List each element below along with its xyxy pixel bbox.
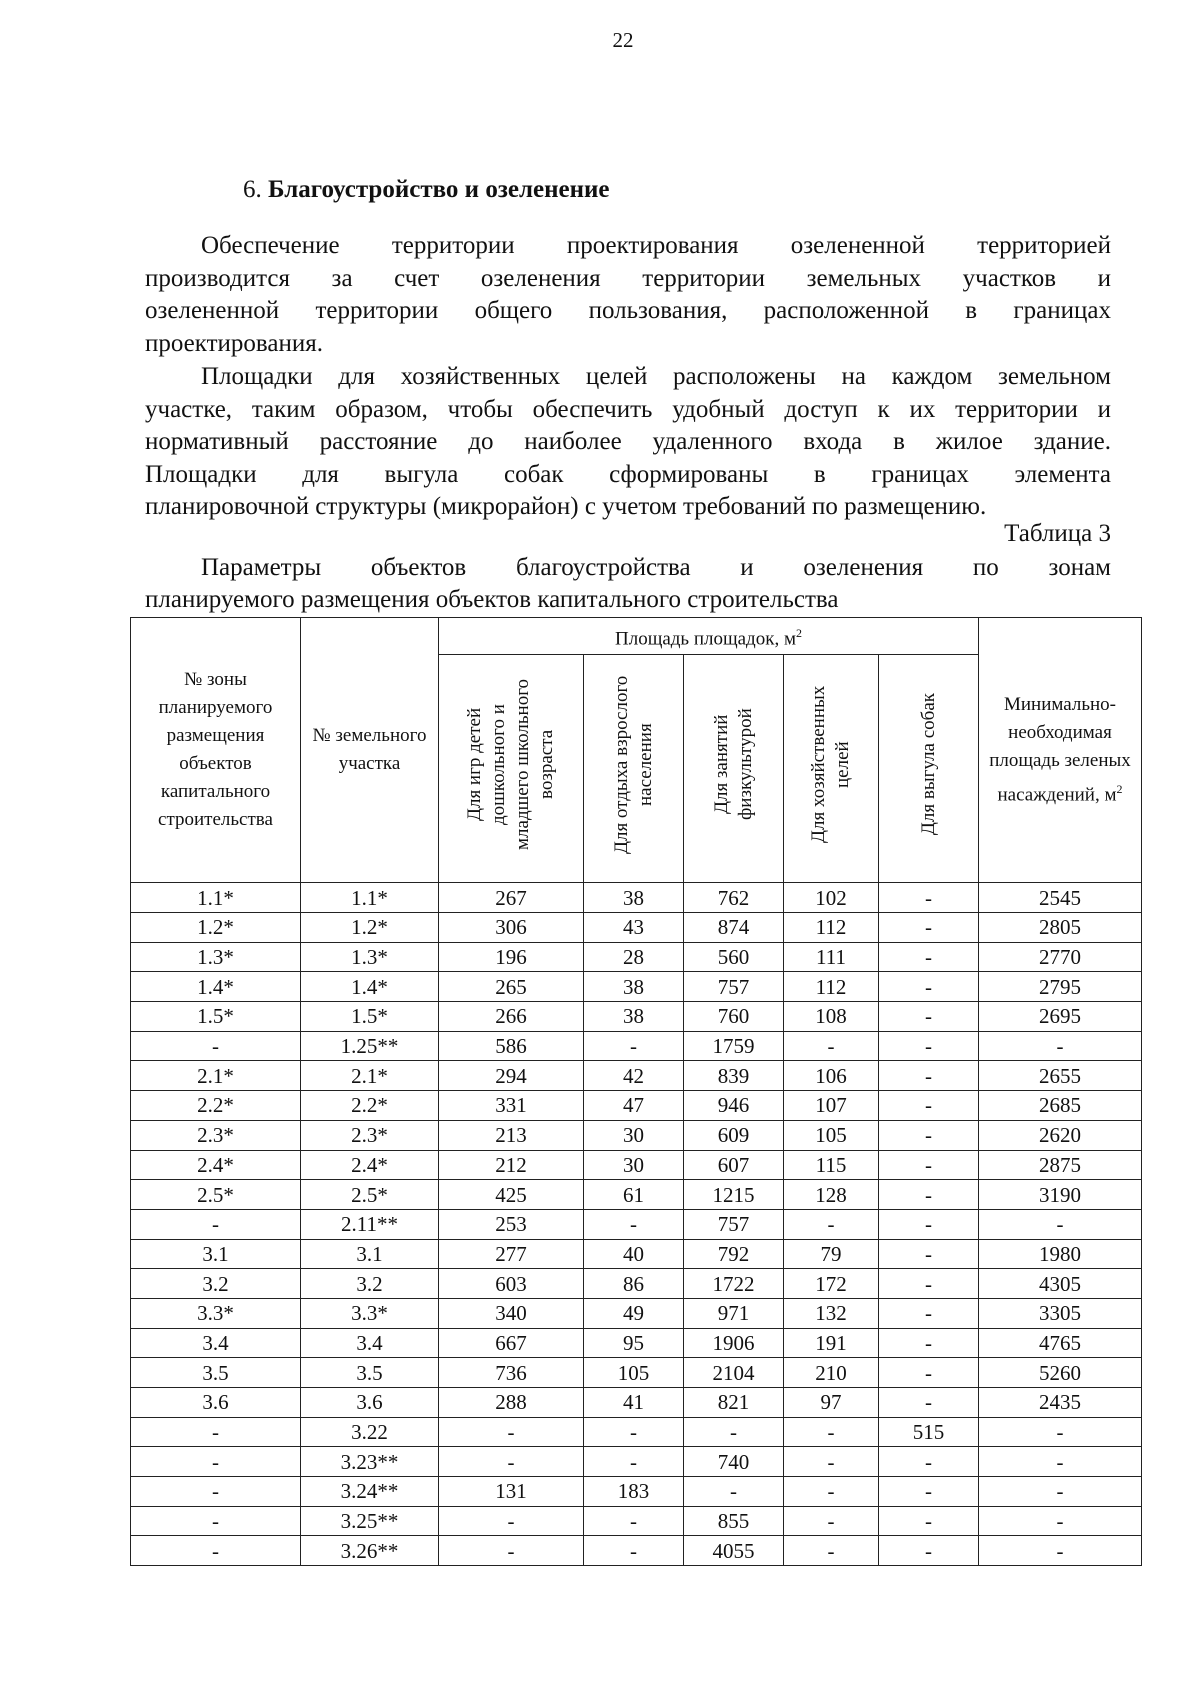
- cell-green: 2805: [979, 913, 1142, 943]
- cell-plot: 3.23**: [301, 1447, 439, 1477]
- cell-zone: 3.2: [131, 1269, 301, 1299]
- table-row: [131, 1031, 1142, 1061]
- cell-green: 2795: [979, 972, 1142, 1002]
- cell-sport: 946: [684, 1091, 784, 1121]
- cell-adults: -: [584, 1447, 684, 1477]
- cell-green: -: [979, 1477, 1142, 1507]
- cell-adults: 61: [584, 1180, 684, 1210]
- cell-adults: 95: [584, 1328, 684, 1358]
- section-title: Благоустройство и озеленение: [268, 176, 610, 203]
- caption-line: Параметры объектов благоустройства и озеленения по зонам: [201, 554, 1111, 581]
- table-row: [131, 1061, 1142, 1091]
- cell-sport: 792: [684, 1239, 784, 1269]
- cell-plot: 3.24**: [301, 1477, 439, 1507]
- cell-kids: 603: [439, 1269, 584, 1299]
- section-heading: [243, 176, 610, 204]
- cell-plot: 2.3*: [301, 1120, 439, 1150]
- cell-sport: 1215: [684, 1180, 784, 1210]
- cell-sport: -: [684, 1417, 784, 1447]
- cell-adults: 41: [584, 1388, 684, 1418]
- cell-adults: -: [584, 1031, 684, 1061]
- cell-zone: 2.3*: [131, 1120, 301, 1150]
- cell-green: 5260: [979, 1358, 1142, 1388]
- cell-sport: 874: [684, 913, 784, 943]
- cell-sport: 971: [684, 1298, 784, 1328]
- cell-household: 172: [784, 1269, 879, 1299]
- table-body: [131, 883, 1142, 1566]
- cell-plot: 1.1*: [301, 883, 439, 913]
- cell-green: 4765: [979, 1328, 1142, 1358]
- cell-plot: 3.6: [301, 1388, 439, 1418]
- cell-dogs: -: [879, 1209, 979, 1239]
- cell-household: -: [784, 1477, 879, 1507]
- cell-kids: 131: [439, 1477, 584, 1507]
- cell-plot: 2.1*: [301, 1061, 439, 1091]
- cell-adults: 38: [584, 1002, 684, 1032]
- cell-dogs: -: [879, 1328, 979, 1358]
- cell-kids: 266: [439, 1002, 584, 1032]
- cell-adults: 183: [584, 1477, 684, 1507]
- cell-zone: 1.3*: [131, 942, 301, 972]
- cell-plot: 3.22: [301, 1417, 439, 1447]
- cell-green: 2695: [979, 1002, 1142, 1032]
- cell-adults: -: [584, 1536, 684, 1566]
- cell-green: 2685: [979, 1091, 1142, 1121]
- cell-household: 191: [784, 1328, 879, 1358]
- cell-zone: -: [131, 1506, 301, 1536]
- cell-adults: 86: [584, 1269, 684, 1299]
- cell-household: 115: [784, 1150, 879, 1180]
- cell-zone: 2.4*: [131, 1150, 301, 1180]
- cell-household: 79: [784, 1239, 879, 1269]
- cell-green: 3305: [979, 1298, 1142, 1328]
- cell-dogs: -: [879, 883, 979, 913]
- section-number: 6.: [243, 176, 262, 203]
- paragraph-line: участке, таким образом, чтобы обеспечить удобный доступ к их территории и: [145, 395, 1111, 423]
- cell-sport: 1722: [684, 1269, 784, 1299]
- cell-dogs: -: [879, 1536, 979, 1566]
- table-label: Таблица 3: [1004, 520, 1111, 547]
- cell-sport: 757: [684, 972, 784, 1002]
- paragraph-line: производится за счет озеленения территории земельных участков и: [145, 264, 1111, 292]
- cell-adults: 105: [584, 1358, 684, 1388]
- cell-zone: -: [131, 1031, 301, 1061]
- paragraph-line: Площадки для выгула собак сформированы в границах элемента: [145, 460, 1111, 488]
- cell-kids: 586: [439, 1031, 584, 1061]
- cell-dogs: -: [879, 942, 979, 972]
- cell-zone: 3.1: [131, 1239, 301, 1269]
- cell-plot: 1.3*: [301, 942, 439, 972]
- paragraph-line: планировочной структуры (микрорайон) с учетом требований по размещению.: [145, 493, 987, 520]
- caption-line: планируемого размещения объектов капитального строительства: [145, 586, 839, 613]
- cell-zone: -: [131, 1209, 301, 1239]
- header-dogs: Для выгула собак: [879, 655, 979, 883]
- header-green-area: Минимально-необходимая площадь зеленых насаждений, $м^2$: [979, 618, 1142, 883]
- header-adults-rest: Для отдыха взрослого населения: [584, 655, 684, 883]
- cell-kids: 196: [439, 942, 584, 972]
- cell-green: -: [979, 1447, 1142, 1477]
- table-row: [131, 913, 1142, 943]
- cell-household: -: [784, 1031, 879, 1061]
- cell-zone: -: [131, 1417, 301, 1447]
- cell-dogs: -: [879, 1298, 979, 1328]
- cell-adults: -: [584, 1506, 684, 1536]
- cell-kids: 667: [439, 1328, 584, 1358]
- cell-sport: 1906: [684, 1328, 784, 1358]
- cell-kids: 267: [439, 883, 584, 913]
- cell-kids: 425: [439, 1180, 584, 1210]
- cell-kids: 213: [439, 1120, 584, 1150]
- cell-plot: 3.5: [301, 1358, 439, 1388]
- cell-adults: 49: [584, 1298, 684, 1328]
- cell-green: 4305: [979, 1269, 1142, 1299]
- cell-adults: 47: [584, 1091, 684, 1121]
- paragraph-line: нормативный расстояние до наиболее удаленного входа в жилое здание.: [145, 428, 1111, 455]
- cell-kids: 294: [439, 1061, 584, 1091]
- paragraph-playgrounds: [145, 361, 1111, 524]
- cell-green: 1980: [979, 1239, 1142, 1269]
- cell-kids: 736: [439, 1358, 584, 1388]
- table-row: [131, 1150, 1142, 1180]
- cell-adults: 30: [584, 1150, 684, 1180]
- cell-zone: 1.1*: [131, 883, 301, 913]
- cell-household: 108: [784, 1002, 879, 1032]
- cell-adults: 30: [584, 1120, 684, 1150]
- cell-green: 2655: [979, 1061, 1142, 1091]
- cell-dogs: -: [879, 1061, 979, 1091]
- cell-dogs: -: [879, 1002, 979, 1032]
- cell-sport: 821: [684, 1388, 784, 1418]
- header-area-group: Площадь площадок, $м^2$: [439, 618, 979, 655]
- cell-green: 2620: [979, 1120, 1142, 1150]
- cell-household: 107: [784, 1091, 879, 1121]
- cell-plot: 2.5*: [301, 1180, 439, 1210]
- cell-dogs: -: [879, 913, 979, 943]
- table-row: [131, 883, 1142, 913]
- cell-plot: 3.3*: [301, 1298, 439, 1328]
- cell-household: 112: [784, 972, 879, 1002]
- cell-household: -: [784, 1506, 879, 1536]
- cell-household: -: [784, 1536, 879, 1566]
- cell-dogs: -: [879, 1031, 979, 1061]
- cell-sport: 609: [684, 1120, 784, 1150]
- cell-green: 2875: [979, 1150, 1142, 1180]
- header-plot: № земельного участка: [301, 618, 439, 883]
- cell-plot: 3.2: [301, 1269, 439, 1299]
- cell-household: 210: [784, 1358, 879, 1388]
- cell-zone: 2.2*: [131, 1091, 301, 1121]
- cell-kids: 331: [439, 1091, 584, 1121]
- cell-dogs: -: [879, 1506, 979, 1536]
- cell-adults: 42: [584, 1061, 684, 1091]
- cell-household: 132: [784, 1298, 879, 1328]
- cell-kids: 253: [439, 1209, 584, 1239]
- header-kids-playground: Для игр детей дошкольного и младшего школьного возраста: [439, 655, 584, 883]
- cell-green: -: [979, 1031, 1142, 1061]
- cell-kids: 288: [439, 1388, 584, 1418]
- cell-kids: 340: [439, 1298, 584, 1328]
- table-row: [131, 1298, 1142, 1328]
- table-row: [131, 1447, 1142, 1477]
- cell-plot: 1.5*: [301, 1002, 439, 1032]
- cell-green: 3190: [979, 1180, 1142, 1210]
- cell-sport: 762: [684, 883, 784, 913]
- cell-sport: 757: [684, 1209, 784, 1239]
- table-row: [131, 1328, 1142, 1358]
- cell-sport: 839: [684, 1061, 784, 1091]
- paragraph-line: озелененной территории общего пользования, расположенной в границах: [145, 297, 1111, 324]
- cell-plot: 1.2*: [301, 913, 439, 943]
- cell-plot: 3.1: [301, 1239, 439, 1269]
- table-row: [131, 1091, 1142, 1121]
- cell-sport: -: [684, 1477, 784, 1507]
- cell-household: 106: [784, 1061, 879, 1091]
- header-sport: Для занятий физкультурой: [684, 655, 784, 883]
- paragraph-line: Обеспечение территории проектирования озелененной территорией: [201, 232, 1111, 259]
- cell-sport: 1759: [684, 1031, 784, 1061]
- cell-dogs: -: [879, 972, 979, 1002]
- cell-dogs: -: [879, 1150, 979, 1180]
- cell-household: -: [784, 1447, 879, 1477]
- paragraph-line: Площадки для хозяйственных целей расположены на каждом земельном: [201, 363, 1111, 390]
- cell-adults: 28: [584, 942, 684, 972]
- cell-dogs: 515: [879, 1417, 979, 1447]
- cell-household: -: [784, 1417, 879, 1447]
- cell-kids: -: [439, 1447, 584, 1477]
- cell-dogs: -: [879, 1477, 979, 1507]
- cell-adults: 38: [584, 972, 684, 1002]
- cell-household: 105: [784, 1120, 879, 1150]
- cell-adults: 43: [584, 913, 684, 943]
- cell-adults: 40: [584, 1239, 684, 1269]
- table-row: [131, 1477, 1142, 1507]
- paragraph-line: проектирования.: [145, 329, 323, 357]
- table-row: [131, 1269, 1142, 1299]
- cell-household: -: [784, 1209, 879, 1239]
- cell-kids: -: [439, 1417, 584, 1447]
- cell-adults: -: [584, 1417, 684, 1447]
- cell-kids: 306: [439, 913, 584, 943]
- table-row: [131, 1506, 1142, 1536]
- cell-zone: 2.5*: [131, 1180, 301, 1210]
- cell-household: 112: [784, 913, 879, 943]
- cell-kids: 277: [439, 1239, 584, 1269]
- header-zone: № зоны планируемого размещения объектов капитального строительства: [131, 618, 301, 883]
- table-row: [131, 1358, 1142, 1388]
- cell-zone: 1.4*: [131, 972, 301, 1002]
- cell-sport: 760: [684, 1002, 784, 1032]
- cell-dogs: -: [879, 1447, 979, 1477]
- cell-dogs: -: [879, 1120, 979, 1150]
- cell-green: 2435: [979, 1388, 1142, 1418]
- table-row: [131, 1209, 1142, 1239]
- cell-adults: -: [584, 1209, 684, 1239]
- cell-zone: 1.2*: [131, 913, 301, 943]
- cell-household: 111: [784, 942, 879, 972]
- cell-household: 128: [784, 1180, 879, 1210]
- table-row: [131, 942, 1142, 972]
- cell-sport: 4055: [684, 1536, 784, 1566]
- cell-green: -: [979, 1536, 1142, 1566]
- cell-plot: 2.11**: [301, 1209, 439, 1239]
- table-row: [131, 1239, 1142, 1269]
- cell-sport: 560: [684, 942, 784, 972]
- cell-household: 102: [784, 883, 879, 913]
- cell-zone: 3.6: [131, 1388, 301, 1418]
- cell-dogs: -: [879, 1180, 979, 1210]
- cell-plot: 2.2*: [301, 1091, 439, 1121]
- cell-zone: -: [131, 1536, 301, 1566]
- cell-green: 2545: [979, 883, 1142, 913]
- cell-dogs: -: [879, 1388, 979, 1418]
- table-row: [131, 1417, 1142, 1447]
- cell-green: -: [979, 1506, 1142, 1536]
- cell-kids: 212: [439, 1150, 584, 1180]
- cell-zone: 3.5: [131, 1358, 301, 1388]
- cell-green: -: [979, 1417, 1142, 1447]
- cell-zone: -: [131, 1447, 301, 1477]
- cell-sport: 855: [684, 1506, 784, 1536]
- cell-kids: -: [439, 1536, 584, 1566]
- table-row: [131, 1180, 1142, 1210]
- cell-dogs: -: [879, 1358, 979, 1388]
- cell-kids: -: [439, 1506, 584, 1536]
- cell-dogs: -: [879, 1091, 979, 1121]
- cell-dogs: -: [879, 1269, 979, 1299]
- cell-household: 97: [784, 1388, 879, 1418]
- table-caption: [145, 552, 1111, 616]
- cell-plot: 3.4: [301, 1328, 439, 1358]
- cell-plot: 2.4*: [301, 1150, 439, 1180]
- cell-zone: 1.5*: [131, 1002, 301, 1032]
- cell-zone: 2.1*: [131, 1061, 301, 1091]
- cell-sport: 607: [684, 1150, 784, 1180]
- cell-plot: 1.25**: [301, 1031, 439, 1061]
- cell-zone: 3.4: [131, 1328, 301, 1358]
- parameters-table: [130, 617, 1142, 1566]
- cell-plot: 3.25**: [301, 1506, 439, 1536]
- cell-kids: 265: [439, 972, 584, 1002]
- table-row: [131, 1388, 1142, 1418]
- table-row: [131, 972, 1142, 1002]
- cell-dogs: -: [879, 1239, 979, 1269]
- cell-adults: 38: [584, 883, 684, 913]
- cell-zone: -: [131, 1477, 301, 1507]
- cell-sport: 2104: [684, 1358, 784, 1388]
- cell-green: -: [979, 1209, 1142, 1239]
- table-row: [131, 1002, 1142, 1032]
- cell-sport: 740: [684, 1447, 784, 1477]
- header-household: Для хозяйственных целей: [784, 655, 879, 883]
- page-number: 22: [612, 28, 634, 52]
- cell-green: 2770: [979, 942, 1142, 972]
- cell-plot: 3.26**: [301, 1536, 439, 1566]
- cell-zone: 3.3*: [131, 1298, 301, 1328]
- paragraph-greening: [145, 230, 1111, 360]
- table-row: [131, 1536, 1142, 1566]
- table-row: [131, 1120, 1142, 1150]
- cell-plot: 1.4*: [301, 972, 439, 1002]
